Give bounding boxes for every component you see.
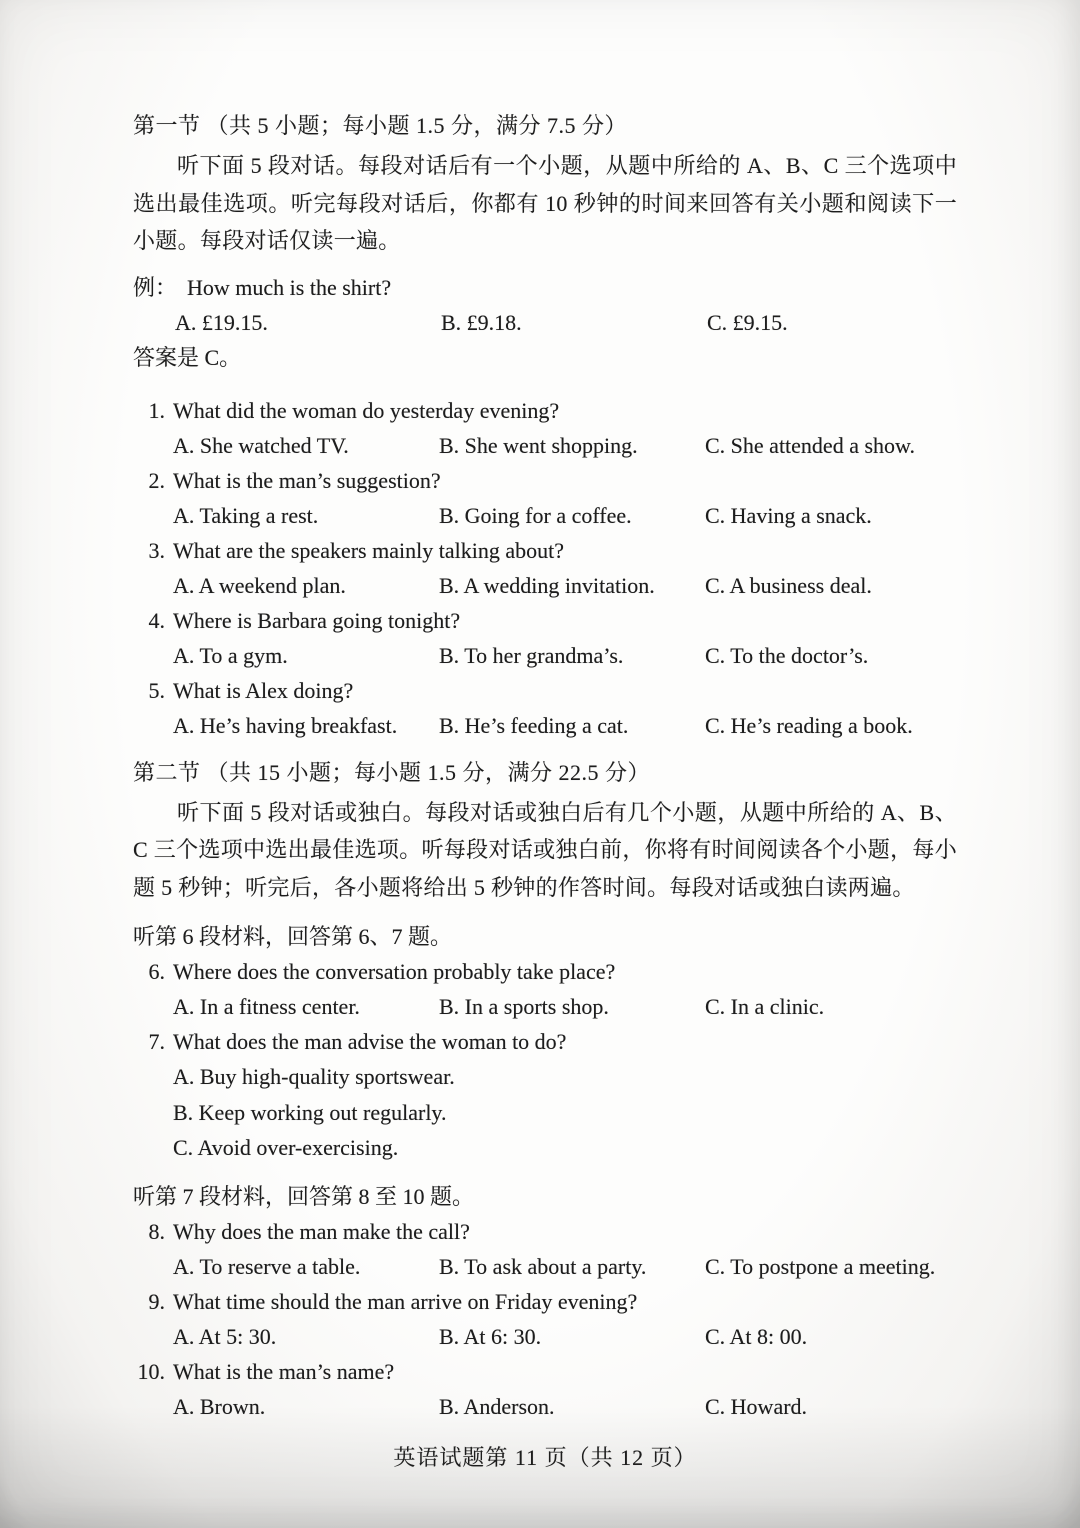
options-row [173,708,957,743]
option-a: A. A weekend plan. [173,572,346,598]
option-b: B. To ask about a party. [439,1253,647,1279]
option-b: B. To her grandma’s. [439,642,624,668]
question-line [133,1354,957,1389]
question-block-8 [133,1214,957,1284]
question-text: What are the speakers mainly talking about? [173,537,564,563]
example-option-c: C. £9.15. [707,309,788,335]
option-b: B. Anderson. [439,1393,555,1419]
option-c: C. He’s reading a book. [705,712,913,738]
example-label: 例： [133,274,178,300]
option-a: A. Taking a rest. [173,502,319,528]
options-row [173,1249,957,1284]
option-c: C. At 8: 00. [705,1323,808,1349]
option-b: B. He’s feeding a cat. [439,712,629,738]
example-answer-note: 答案是 C。 [133,344,242,370]
question-number: 7. [148,1029,165,1054]
example-options-row [175,305,957,340]
question-text: Where does the conversation probably take place? [173,959,616,984]
options-row [173,638,957,673]
question-text: What is the man’s name? [173,1358,395,1384]
option-a: A. Buy high-quality sportswear. [173,1064,455,1089]
material-intro-2: 听第 7 段材料，回答第 8 至 10 题。 [133,1183,475,1209]
options-row [173,568,957,603]
section2-materials [133,919,957,1424]
question-line [133,463,957,498]
question-number: 6. [148,959,165,984]
question-line [133,954,957,989]
exam-content [133,108,957,1475]
option-a: A. She watched TV. [173,432,349,458]
option-c: C. Howard. [705,1393,808,1419]
material-intro-1: 听第 6 段材料，回答第 6、7 题。 [133,924,453,949]
question-text: What is Alex doing? [173,677,354,703]
question-line [133,1214,957,1249]
question-block-3 [133,533,957,603]
page-footer: 英语试题第 11 页（共 12 页） [393,1444,697,1470]
example-question-line [133,270,957,305]
options-row [173,428,957,463]
question-block-1 [133,393,957,463]
section1-instructions: 听下面 5 段对话。每段对话后有一个小题，从题中所给的 A、B、C 三个选项中选出最佳选项。听完每段对话后，你都有 10 秒钟的时间来回答有关小题和阅读下一小题。每段对话仅读一遍。 [133,153,957,253]
question-number: 1. [148,397,165,423]
options-row [173,989,957,1024]
question-line [133,393,957,428]
question-block-10 [133,1354,957,1424]
question-text: What did the woman do yesterday evening? [173,397,560,423]
question-text: Why does the man make the call? [173,1218,470,1244]
question-block-5 [133,673,957,743]
example-question-text: How much is the shirt? [187,274,392,300]
option-b: B. Keep working out regularly. [173,1099,447,1125]
option-b: B. She went shopping. [439,432,638,458]
question-line [133,533,957,568]
option-c: C. Having a snack. [705,502,872,528]
option-c: C. To the doctor’s. [705,642,869,668]
example-option-a: A. £19.15. [175,309,268,335]
option-c: C. To postpone a meeting. [705,1253,936,1279]
question-text: Where is Barbara going tonight? [173,607,461,633]
section1-heading: 第一节 （共 5 小题；每小题 1.5 分，满分 7.5 分） [133,113,628,138]
options-row [173,498,957,533]
question-line [133,1024,957,1059]
example-option-b: B. £9.18. [441,309,522,335]
question-block-2 [133,463,957,533]
question-line [133,603,957,638]
question-block-6 [133,954,957,1024]
option-a: A. To a gym. [173,642,288,668]
question-text: What is the man’s suggestion? [173,467,441,493]
question-number: 9. [148,1288,165,1314]
question-text: What time should the man arrive on Friday evening? [173,1288,638,1314]
question-number: 2. [148,467,165,493]
question-line [133,1284,957,1319]
options-row [173,1389,957,1424]
option-c: C. A business deal. [705,572,872,598]
question-block-7 [133,1024,957,1166]
question-number: 4. [148,607,165,633]
question-number: 8. [148,1218,165,1244]
question-block-4 [133,603,957,673]
question-number: 3. [148,537,165,563]
options-row [173,1319,957,1354]
option-b: B. A wedding invitation. [439,572,655,598]
option-c: C. She attended a show. [705,432,915,458]
section1-questions [133,393,957,743]
option-c: C. In a clinic. [705,994,825,1019]
question-block-9 [133,1284,957,1354]
option-a: A. He’s having breakfast. [173,712,398,738]
option-c: C. Avoid over-exercising. [173,1135,399,1160]
option-b: B. At 6: 30. [439,1323,542,1349]
question-text: What does the man advise the woman to do? [173,1029,567,1054]
question-number: 10. [137,1358,165,1384]
options-stacked [173,1059,957,1166]
section2-instructions: 听下面 5 段对话或独白。每段对话或独白后有几个小题，从题中所给的 A、B、C 三个选项中选出最佳选项。听每段对话或独白前，你将有时间阅读各个小题，每小题 5 秒钟；听完后，各小题将给出 5 秒钟的作答时间。每段对话或独白读两遍。 [133,799,957,900]
question-number: 5. [148,677,165,703]
option-a: A. In a fitness center. [173,994,360,1019]
option-a: A. At 5: 30. [173,1323,277,1349]
option-a: A. Brown. [173,1393,266,1419]
option-b: B. In a sports shop. [439,994,609,1019]
option-a: A. To reserve a table. [173,1253,361,1279]
option-b: B. Going for a coffee. [439,502,632,528]
question-line [133,673,957,708]
section2-heading: 第二节 （共 15 小题；每小题 1.5 分，满分 22.5 分） [133,759,651,785]
